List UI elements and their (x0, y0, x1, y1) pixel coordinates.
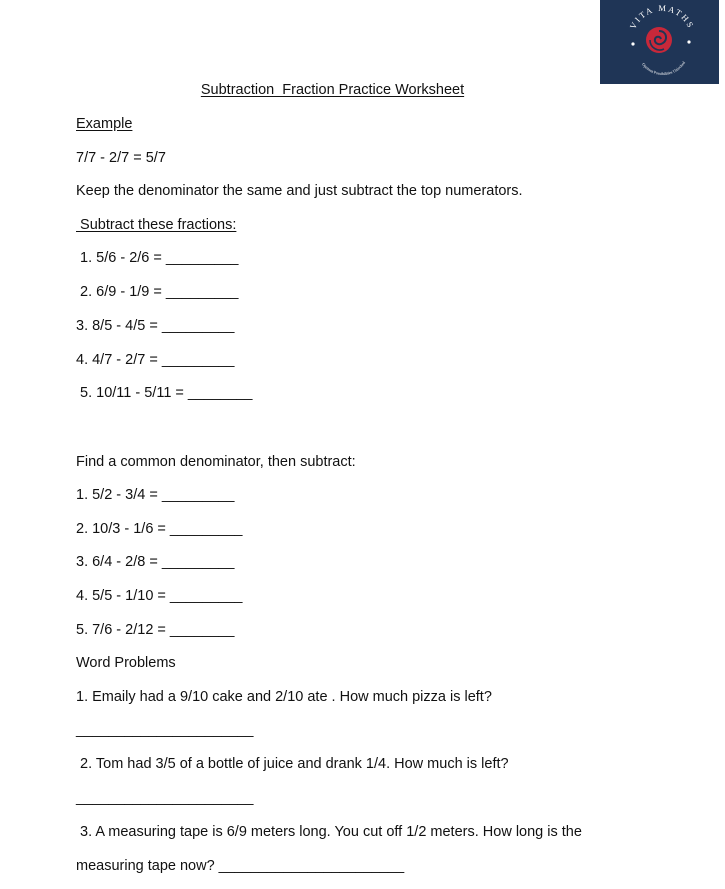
section2-question-4: 4. 5/5 - 1/10 = _________ (76, 588, 243, 604)
section1-question-5: 5. 10/11 - 5/11 = ________ (76, 385, 253, 401)
instruction-text: Keep the denominator the same and just subtract the top numerators. (76, 183, 523, 199)
word-problem-3-line2: measuring tape now? _______________________ (76, 858, 405, 874)
example-equation: 7/7 - 2/7 = 5/7 (76, 150, 166, 166)
word-problem-1: 1. Emaily had a 9/10 cake and 2/10 ate . How much pizza is left? (76, 689, 492, 705)
page-title: Subtraction Fraction Practice Worksheet (200, 82, 465, 98)
word-problem-2: 2. Tom had 3/5 of a bottle of juice and drank 1/4. How much is left? (76, 756, 509, 772)
section2-heading: Find a common denominator, then subtract: (76, 454, 356, 470)
word-problem-2-answer-line: ______________________ (76, 790, 254, 806)
section1-heading: Subtract these fractions: (76, 217, 237, 233)
section1-question-2: 2. 6/9 - 1/9 = _________ (76, 284, 239, 300)
word-problem-1-answer-line: ______________________ (76, 722, 254, 738)
section1-question-1: 1. 5/6 - 2/6 = _________ (76, 250, 239, 266)
section2-question-2: 2. 10/3 - 1/6 = _________ (76, 521, 243, 537)
word-problem-3-line1: 3. A measuring tape is 6/9 meters long. You cut off 1/2 meters. How long is the (76, 824, 582, 840)
vita-maths-logo (600, 0, 719, 84)
word-problems-heading: Word Problems (76, 655, 176, 671)
svg-text:VITA MATHS: VITA MATHS (627, 2, 697, 31)
example-heading: Example (76, 116, 133, 132)
section1-question-3: 3. 8/5 - 4/5 = _________ (76, 318, 235, 334)
svg-text:Optimus Possibilities Unlocked: Optimus Possibilities Unlocked (641, 60, 687, 77)
section1-question-4: 4. 4/7 - 2/7 = _________ (76, 352, 235, 368)
section2-question-5: 5. 7/6 - 2/12 = ________ (76, 622, 235, 638)
section2-question-1: 1. 5/2 - 3/4 = _________ (76, 487, 235, 503)
vita-maths-emblem (600, 0, 719, 84)
section2-question-3: 3. 6/4 - 2/8 = _________ (76, 554, 235, 570)
